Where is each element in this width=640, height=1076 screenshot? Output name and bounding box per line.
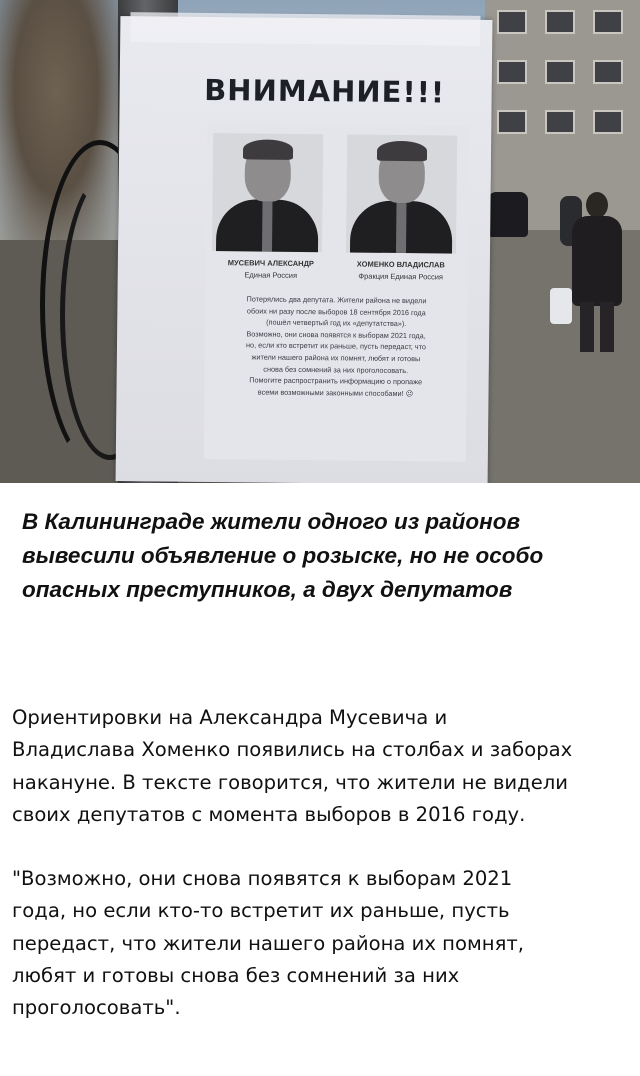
note-line: Помогите распространить информацию о пропаже bbox=[249, 375, 423, 387]
headline bbox=[22, 505, 622, 607]
article-body bbox=[12, 702, 640, 1025]
quote-paragraph bbox=[12, 863, 640, 1024]
note-line: всеми возможными законными способами! ☹ bbox=[257, 387, 414, 398]
note-line: но, если кто встретит их раньше, пусть передаст, что bbox=[245, 340, 426, 352]
poster-note bbox=[210, 293, 461, 400]
missing-poster bbox=[116, 16, 493, 483]
note-line: (пошёл четвертый год их «депутатства»). bbox=[266, 317, 407, 329]
caption-right bbox=[336, 258, 466, 283]
tape bbox=[130, 12, 480, 46]
paragraph-line: Ориентировки на Александра Мусевича и bbox=[12, 706, 448, 729]
note-line: снова без сомнений за них проголосовать. bbox=[263, 364, 409, 375]
note-line: жители нашего района их помнят, любят и готовы bbox=[251, 352, 421, 364]
paragraph-line: своих депутатов с момента выборов в 2016 году. bbox=[12, 802, 526, 826]
poster-title: ВНИМАНИЕ!!! bbox=[203, 72, 446, 110]
headline-line: В Калининграде жители одного из районов bbox=[22, 509, 521, 534]
paragraph-line: Владислава Хоменко появились на столбах и заборах bbox=[12, 738, 573, 762]
paragraph-line: передаст, что жители нашего района их помнят, bbox=[12, 931, 525, 955]
paragraph-line: "Возможно, они снова появятся к выборам 2021 bbox=[12, 867, 513, 891]
note-line: обоих ни разу после выборов 18 сентября 2016 года bbox=[246, 305, 426, 317]
paragraph bbox=[12, 702, 640, 831]
person-name: МУСЕВИЧ АЛЕКСАНДР bbox=[227, 258, 314, 269]
person-name: ХОМЕНКО ВЛАДИСЛАВ bbox=[356, 259, 445, 270]
street-photo bbox=[0, 0, 640, 483]
paragraph-line: года, но если кто-то встретит их раньше, пусть bbox=[12, 899, 510, 923]
person-party: Фракция Единая Россия bbox=[358, 271, 444, 282]
portrait-right bbox=[346, 134, 457, 253]
caption-left bbox=[206, 257, 336, 282]
portrait-left bbox=[212, 133, 323, 252]
person-party: Единая Россия bbox=[244, 270, 298, 280]
note-line: Потерялись два депутата. Жители района не видели bbox=[246, 294, 427, 306]
note-line: Возможно, они снова появятся к выборам 2021 года, bbox=[246, 329, 426, 341]
headline-line: опасных преступников, а двух депутатов bbox=[22, 577, 513, 602]
parked-car bbox=[488, 192, 528, 237]
paragraph-line: накануне. В тексте говорится, что жители не видели bbox=[12, 770, 569, 794]
paragraph-line: любят и готовы снова без сомнений за них bbox=[12, 964, 460, 988]
pedestrian-with-bag bbox=[566, 192, 626, 352]
headline-line: вывесили объявление о розыске, но не особо bbox=[22, 543, 544, 568]
poster-content bbox=[204, 123, 470, 462]
paragraph-line: проголосовать". bbox=[12, 996, 181, 1020]
